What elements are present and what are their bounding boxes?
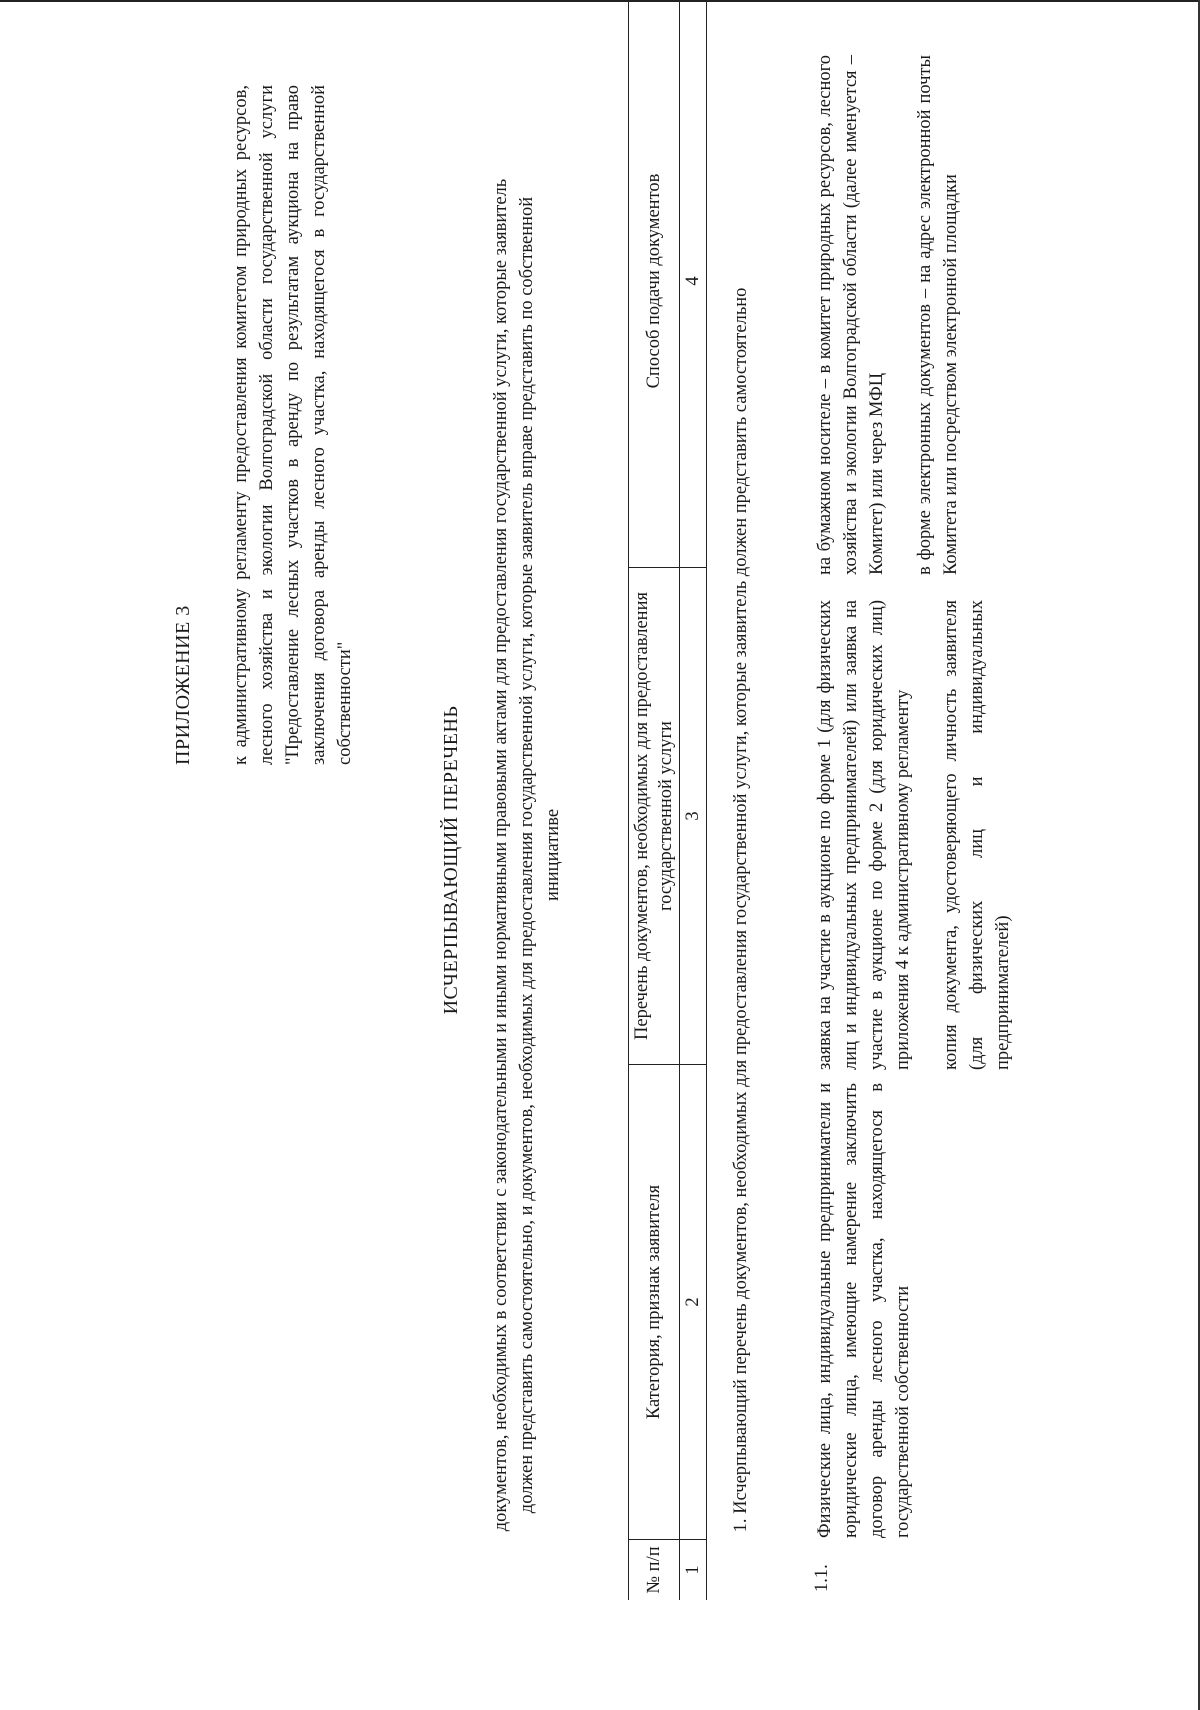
section-title: 1. Исчерпывающий перечень документов, необходимых для предоставления государственной услуги, которые заявитель должен представить самостоятельно bbox=[731, 287, 751, 1533]
header-category: Категория, признак заявителя bbox=[629, 1065, 680, 1540]
document-item: копия документа, удостоверяющего личность заявителя (для физических лиц и индивидуальных предпринимателей) bbox=[941, 600, 1013, 1070]
column-number-1: 1 bbox=[680, 1540, 707, 1601]
submission-method-item: на бумажном носителе – в комитет природных ресурсов, лесного хозяйства и экологии Волгоградской области (далее именуется – Комитет) или через МФЦ bbox=[815, 55, 887, 575]
submission-method-item: в форме электронных документов – на адрес электронной почты Комитета или посредством электронной площадки bbox=[915, 55, 961, 575]
appendix-text: к административному регламенту предоставления комитетом природных ресурсов, лесного хозяйства и экологии Волгоградской области государственной услуги "Предоставление лесных участков в аренду по результатам аукциона на право заключения договора аренды лесного участка, находящегося в государственной собственности" bbox=[231, 85, 355, 765]
row-number: 1.1. bbox=[812, 1564, 832, 1592]
column-number-2: 2 bbox=[680, 1065, 707, 1540]
appendix-title: ПРИЛОЖЕНИЕ 3 bbox=[172, 605, 194, 765]
row-submission-methods bbox=[812, 55, 986, 575]
document-intro: документов, необходимых в соответствии с законодательными и иными нормативными правовыми актами для предоставления государственной услуги, которые заявитель должен представить самостоятельно, и документов, необходимых для предоставления государственной услуги, которые заявитель вправе представить по собственной инициативе bbox=[491, 178, 563, 1532]
documents-table bbox=[628, 0, 707, 1600]
column-number-3: 3 bbox=[680, 568, 707, 1065]
document-item: заявка на участие в аукционе по форме 1 (для физических лиц и индивидуальных предпринимателей) или заявка на участие в аукционе по форме 2 (для юридических лиц) приложения 4 к административному регламенту bbox=[815, 600, 913, 1070]
row-category: Физические лица, индивидуальные предприниматели и юридические лица, имеющие намерение заключить договор аренды лесного участка, находящегося в государственной собственности bbox=[815, 1083, 913, 1538]
header-number: № п/п bbox=[629, 1540, 680, 1601]
header-documents: Перечень документов, необходимых для предоставления государственной услуги bbox=[629, 568, 680, 1065]
header-method: Способ подачи документов bbox=[629, 0, 680, 568]
document-title: ИСЧЕРПЫВАЮЩИЙ ПЕРЕЧЕНЬ bbox=[440, 705, 462, 1015]
table-header-row bbox=[629, 0, 680, 1600]
column-number-4: 4 bbox=[680, 0, 707, 568]
table-number-row bbox=[680, 0, 707, 1600]
row-documents bbox=[812, 600, 1038, 1070]
